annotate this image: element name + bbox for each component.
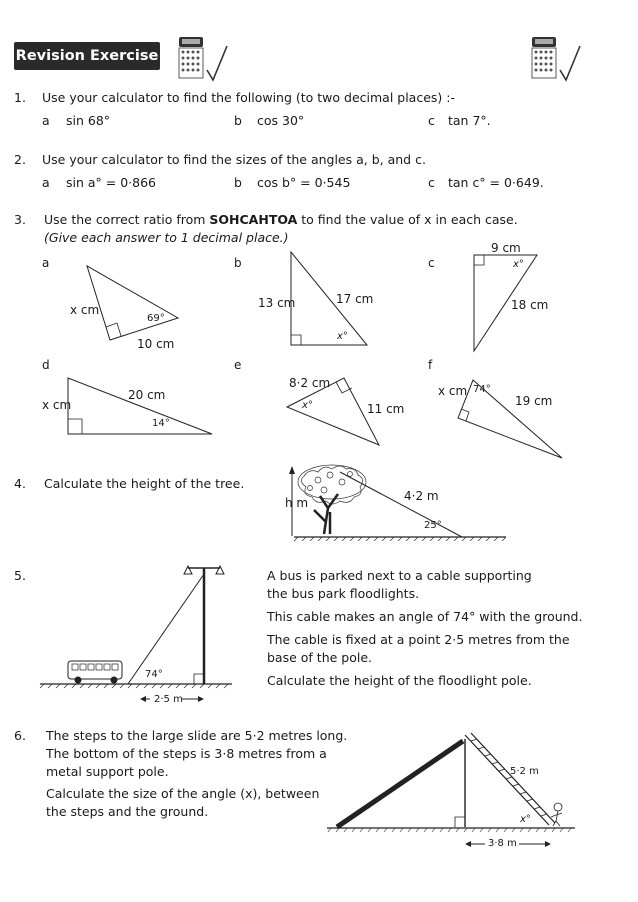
q5-distance: 2·5 m [154,694,183,705]
q2c-text: tan c° = 0·649. [448,175,544,190]
calculator-icon-right [530,36,558,80]
q3-number: 3. [14,212,26,227]
q2b-text: cos b° = 0·545 [257,175,351,190]
q4-text: Calculate the height of the tree. [44,476,245,491]
q6-steps-length: 5·2 m [510,766,539,777]
q2-number: 2. [14,152,26,167]
q3d-letter: d [42,358,50,372]
q6-angle: x° [520,814,531,825]
q3f-triangle [450,372,570,462]
q3f-side-19: 19 cm [515,394,553,408]
q3a-angle: 69° [147,313,165,324]
q1-number: 1. [14,90,26,105]
q6-line-2: The bottom of the steps is 3·8 metres from a [46,746,327,761]
q1c-text: tan 7°. [448,113,491,128]
q6-number: 6. [14,728,26,743]
tick-icon-right [558,44,584,84]
q4-tree-diagram [280,460,515,545]
q4-angle: 25° [424,520,442,531]
q5-line-3: This cable makes an angle of 74° with the ground. [267,609,583,624]
q3b-side-13: 13 cm [258,296,296,310]
q3a-side-x: x cm [70,303,100,317]
q1c-letter: c [428,113,435,128]
q3b-angle: x° [337,331,348,342]
q3f-side-x: x cm [438,384,468,398]
q1-text: Use your calculator to find the following (to two decimal places) :- [42,90,455,105]
q3b-letter: b [234,256,242,270]
q5-line-6: Calculate the height of the floodlight pole. [267,673,532,688]
q3f-angle: 74° [473,384,491,395]
q3-text: Use the correct ratio from SOHCAHTOA to find the value of x in each case. [44,212,518,227]
q3e-angle: x° [302,400,313,411]
q3c-side-9: 9 cm [491,241,521,255]
q2b-letter: b [234,175,242,190]
q5-line-4: The cable is fixed at a point 2·5 metres from the [267,632,570,647]
q3c-letter: c [428,256,435,270]
q3c-side-18: 18 cm [511,298,549,312]
q3e-side-8: 8·2 cm [289,376,331,390]
q2-text: Use your calculator to find the sizes of the angles a, b, and c. [42,152,426,167]
q6-distance: 3·8 m [488,838,517,849]
q5-angle: 74° [145,669,163,680]
q3d-side-x: x cm [42,398,72,412]
q5-line-2: the bus park floodlights. [267,586,420,601]
q2a-text: sin a° = 0·866 [66,175,156,190]
q4-number: 4. [14,476,26,491]
q2a-letter: a [42,175,50,190]
calculator-icon [177,36,205,80]
q6-line-3: metal support pole. [46,764,169,779]
tick-icon [205,44,231,84]
q3b-side-17: 17 cm [336,292,374,306]
q1a-letter: a [42,113,50,128]
q3d-side-20: 20 cm [128,388,166,402]
q5-line-5: base of the pole. [267,650,372,665]
q1b-letter: b [234,113,242,128]
q3c-angle: x° [513,259,524,270]
q3d-angle: 14° [152,418,170,429]
page-title: Revision Exercise [14,42,160,70]
q3d-triangle [60,372,220,442]
q2c-letter: c [428,175,435,190]
q6-line-4: Calculate the size of the angle (x), between [46,786,320,801]
q3a-side-10: 10 cm [137,337,175,351]
q6-slide-diagram [325,725,580,855]
q6-line-5: the steps and the ground. [46,804,209,819]
q4-height: h m [285,496,309,510]
q4-slant: 4·2 m [404,489,439,503]
q5-floodlight-diagram [36,560,236,710]
q3f-letter: f [428,358,433,372]
q3a-letter: a [42,256,50,270]
q1a-text: sin 68° [66,113,111,128]
q3e-letter: e [234,358,242,372]
q6-line-1: The steps to the large slide are 5·2 metres long. [46,728,348,743]
q3-note: (Give each answer to 1 decimal place.) [44,230,289,245]
q3e-side-11: 11 cm [367,402,405,416]
q5-line-1: A bus is parked next to a cable supporting [267,568,532,583]
q5-number: 5. [14,568,26,583]
q1b-text: cos 30° [257,113,305,128]
